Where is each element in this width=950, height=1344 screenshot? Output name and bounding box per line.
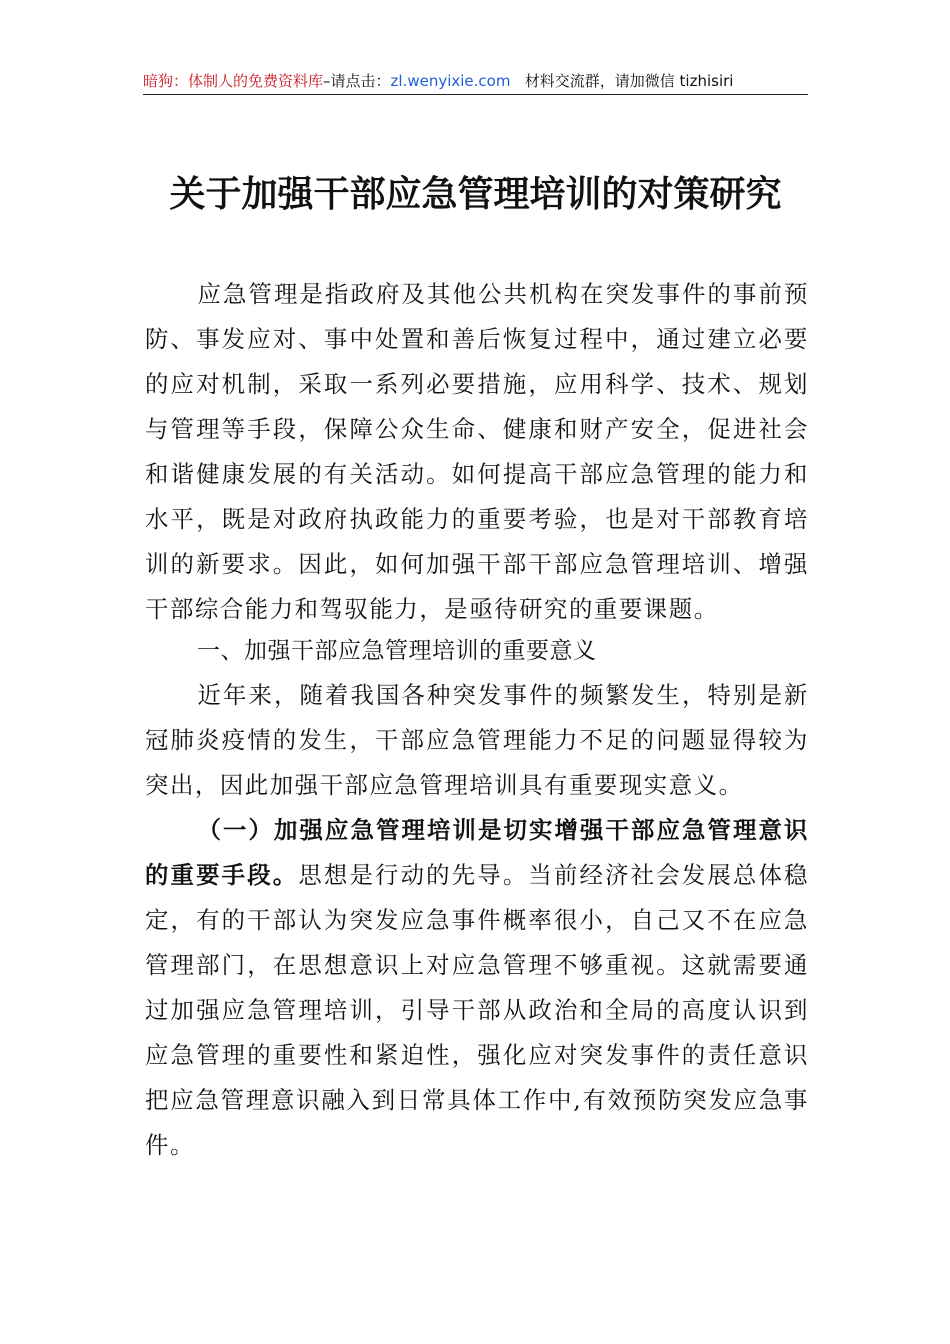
intro-text: 应急管理是指政府及其他公共机构在突发事件的事前预防、事发应对、事中处置和善后恢复过程中，通过建立必要的应对机制，采取一系列必要措施，应用科学、技术、规划与管理等手段，保障公众生命、健康和财产安全，促进社会和谐健康发展的有关活动。如何提高干部应急管理的能力和水平，既是对政府执政能力的重要考验，也是对干部教育培训的新要求。因此，如何加强干部干部应急管理培训、增强干部综合能力和驾驭能力，是亟待研究的重要课题。 [145, 280, 809, 623]
section-paragraph-text: 近年来，随着我国各种突发事件的频繁发生，特别是新冠肺炎疫情的发生，干部应急管理能力不足的问题显得较为突出，因此加强干部应急管理培训具有重要现实意义。 [145, 681, 809, 799]
page-header [143, 70, 808, 95]
section-heading: 一、加强干部应急管理培训的重要意义 [197, 638, 597, 664]
section-paragraph [145, 673, 809, 808]
subsection-text: 思想是行动的先导。当前经济社会发展总体稳定，有的干部认为突发应急事件概率很小，自己又不在应急管理部门，在思想意识上对应急管理不够重视。这就需要通过加强应急管理培训，引导干部从政治和全局的高度认识到应急管理的重要性和紧迫性，强化应对突发事件的责任意识把应急管理意识融入到日常具体工作中,有效预防突发应急事件。 [145, 861, 809, 1159]
header-url-link[interactable]: zl.wenyixie.com [390, 72, 511, 90]
header-wechat-note: 材料交流群，请加微信 tizhisiri [524, 72, 734, 90]
header-click-prompt: –请点击： [323, 72, 391, 90]
subsection-title: （一）加强应急管理培训是切实增强干部应急管理意识的重要手段。 [145, 816, 809, 889]
subsection-paragraph [145, 808, 809, 1168]
document-title: 关于加强干部应急管理培训的对策研究 [169, 173, 782, 215]
header-site-name: 暗狗：体制人的免费资料库 [143, 72, 324, 90]
intro-paragraph [145, 272, 809, 632]
